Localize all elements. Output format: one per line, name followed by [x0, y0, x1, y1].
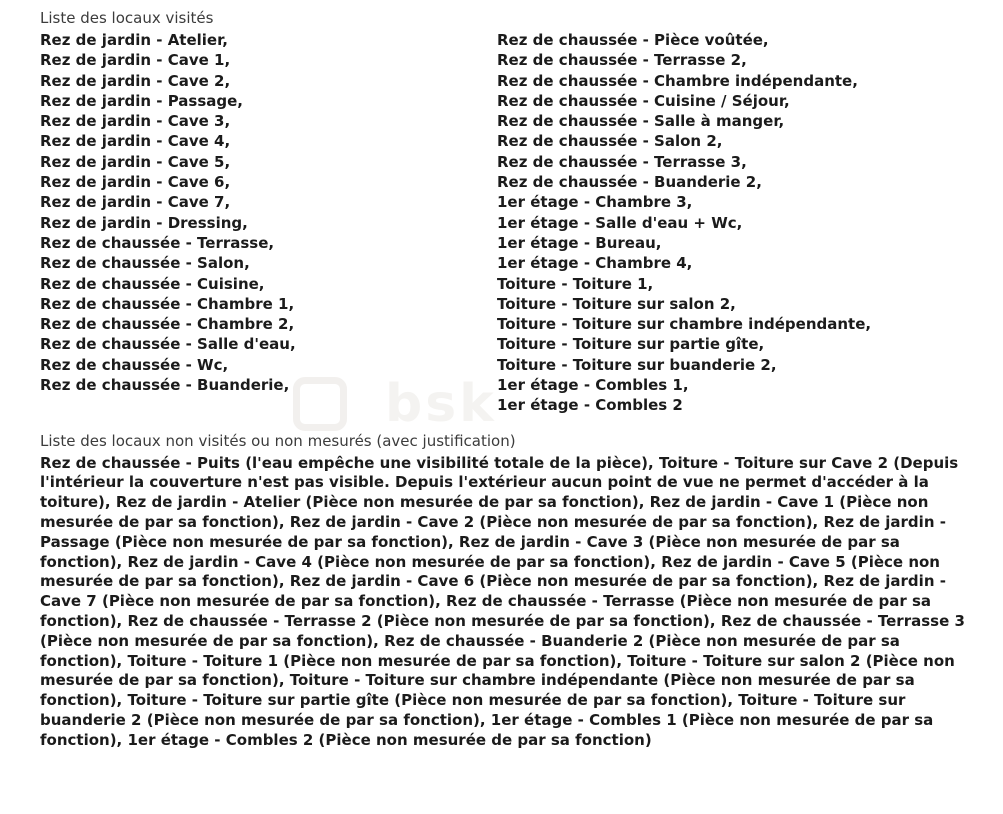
list-item: Rez de chaussée - Buanderie 2,	[497, 173, 762, 192]
list-item: 1er étage - Bureau,	[497, 233, 662, 252]
list-item: Rez de chaussée - Pièce voûtée,	[497, 31, 769, 49]
list-item: Rez de chaussée - Terrasse 2,	[497, 51, 747, 70]
list-item: Rez de jardin - Atelier,	[40, 31, 228, 49]
list-item: Rez de chaussée - Salon 2,	[497, 132, 723, 151]
list-item: Rez de jardin - Passage,	[40, 91, 243, 110]
not-visited-section-title: Liste des locaux non visités ou non mesurés (avec justification)	[40, 431, 516, 450]
list-item: Rez de jardin - Cave 5,	[40, 152, 231, 171]
list-item: Toiture - Toiture 1,	[497, 274, 654, 293]
list-item: Toiture - Toiture sur salon 2,	[497, 294, 736, 313]
visited-section	[40, 8, 975, 416]
list-item: Rez de chaussée - Cuisine / Séjour,	[497, 91, 790, 110]
list-item: 1er étage - Combles 1,	[497, 376, 689, 395]
visited-columns	[40, 30, 975, 416]
list-item: Toiture - Toiture sur partie gîte,	[497, 335, 765, 354]
watermark-text: bsk	[385, 374, 497, 434]
list-item: 1er étage - Chambre 4,	[497, 254, 693, 273]
list-item: Rez de jardin - Cave 7,	[40, 193, 231, 212]
not-visited-section	[40, 431, 975, 751]
visited-right-column	[497, 30, 975, 416]
list-item: Rez de jardin - Cave 3,	[40, 112, 231, 131]
list-item: Rez de jardin - Cave 2,	[40, 71, 231, 90]
list-item: Toiture - Toiture sur chambre indépendante,	[497, 315, 872, 334]
list-item: Rez de chaussée - Terrasse,	[40, 233, 275, 252]
list-item: Rez de chaussée - Cuisine,	[40, 274, 265, 293]
list-item: Rez de jardin - Cave 4,	[40, 132, 231, 151]
list-item: 1er étage - Combles 2	[497, 396, 683, 415]
list-item: Rez de chaussée - Chambre 2,	[40, 315, 295, 334]
list-item: Rez de chaussée - Salle à manger,	[497, 112, 785, 131]
list-item: Rez de chaussée - Chambre indépendante,	[497, 71, 858, 90]
list-item: Rez de jardin - Cave 6,	[40, 173, 231, 192]
list-item: Rez de chaussée - Salon,	[40, 254, 250, 273]
list-item: Rez de chaussée - Buanderie,	[40, 376, 290, 395]
not-visited-paragraph: Rez de chaussée - Puits (l'eau empêche une visibilité totale de la pièce), Toiture - Toiture sur Cave 2 (Depuis l'intérieur la couverture n'est pas visible. Depuis l'extérieur aucun point de vue ne permet d'accéder à la toiture), Rez de jardin - Atelier (Pièce non mesurée de par sa fonction), Rez de jardin - Cave 1 (Pièce non mesurée de par sa fonction), Rez de jardin - Cave 2 (Pièce non mesurée de par sa fonction), Rez de jardin - Passage (Pièce non mesurée de par sa fonction), Rez de jardin - Cave 3 (Pièce non mesurée de par sa fonction), Rez de jardin - Cave 4 (Pièce non mesurée de par sa fonction), Rez de jardin - Cave 5 (Pièce non mesurée de par sa fonction), Rez de jardin - Cave 6 (Pièce non mesurée de par sa fonction), Rez de jardin - Cave 7 (Pièce non mesurée de par sa fonction), Rez de chaussée - Terrasse (Pièce non mesurée de par sa fonction), Rez de chaussée - Terrasse 2 (Pièce non mesurée de par sa fonction), Rez de chaussée - Terrasse 3 (Pièce non mesurée de par sa fonction), Rez de chaussée - Buanderie 2 (Pièce non mesurée de par sa fonction), Toiture - Toiture 1 (Pièce non mesurée de par sa fonction), Toiture - Toiture sur salon 2 (Pièce non mesurée de par sa fonction), Toiture - Toiture sur chambre indépendante (Pièce non mesurée de par sa fonction), Toiture - Toiture sur partie gîte (Pièce non mesurée de par sa fonction), Toiture - Toiture sur buanderie 2 (Pièce non mesurée de par sa fonction), 1er étage - Combles 1 (Pièce non mesurée de par sa fonction), 1er étage - Combles 2 (Pièce non mesurée de par sa fonction)	[40, 453, 965, 749]
list-item: Rez de chaussée - Terrasse 3,	[497, 152, 747, 171]
list-item: 1er étage - Chambre 3,	[497, 193, 693, 212]
list-item: Toiture - Toiture sur buanderie 2,	[497, 355, 777, 374]
list-item: Rez de chaussée - Wc,	[40, 355, 229, 374]
list-item: Rez de chaussée - Salle d'eau,	[40, 335, 296, 354]
visited-left-column	[40, 30, 497, 395]
visited-section-title: Liste des locaux visités	[40, 9, 214, 27]
list-item: Rez de chaussée - Chambre 1,	[40, 294, 295, 313]
list-item: Rez de jardin - Dressing,	[40, 213, 248, 232]
list-item: 1er étage - Salle d'eau + Wc,	[497, 213, 743, 232]
list-item: Rez de jardin - Cave 1,	[40, 51, 231, 70]
